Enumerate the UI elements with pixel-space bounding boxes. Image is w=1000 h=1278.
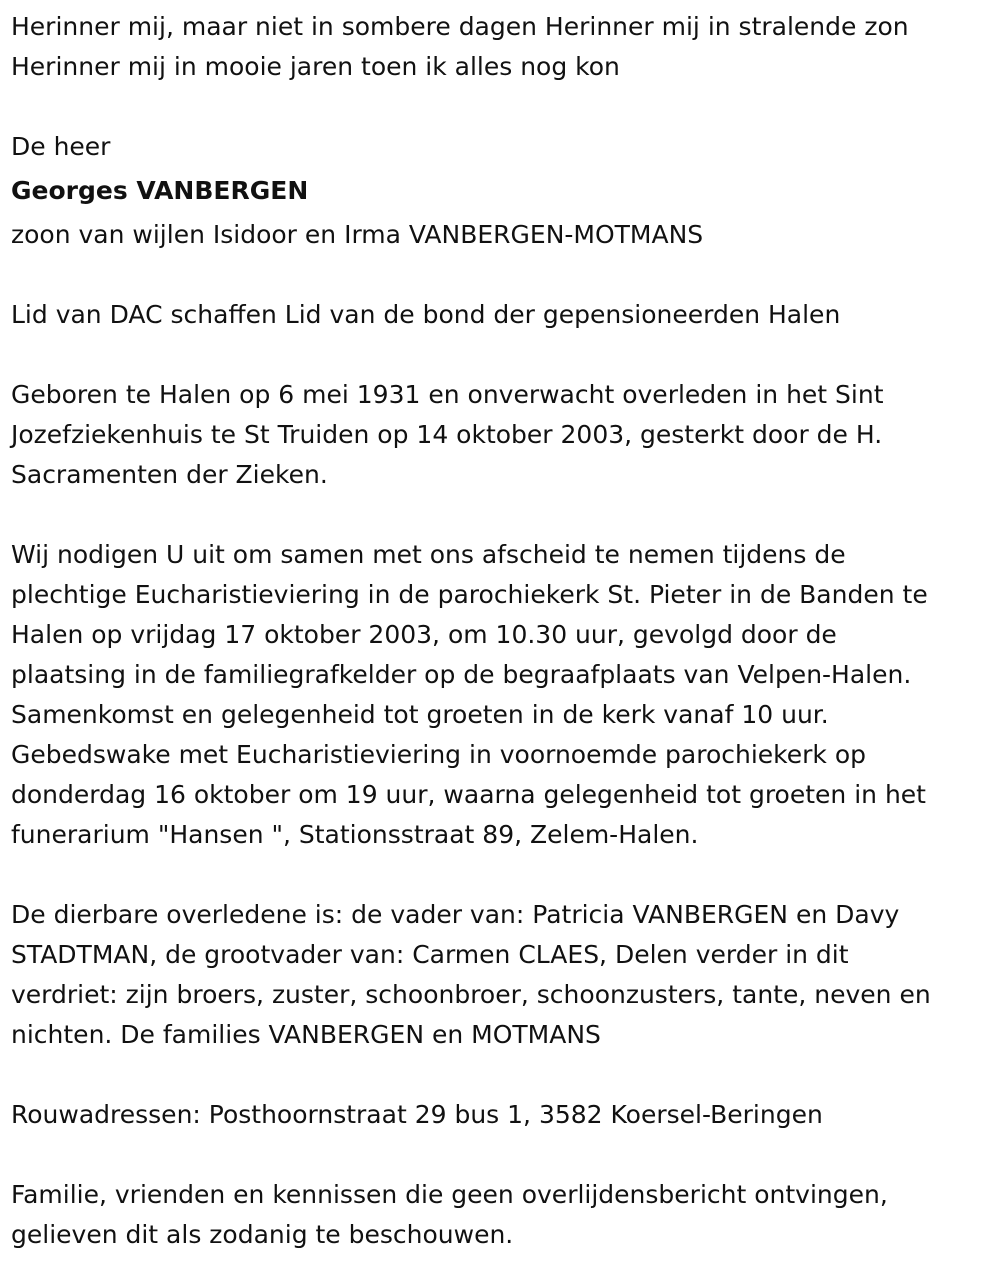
closing-line: gelieven dit als zodanig te beschouwen.: [11, 1220, 514, 1249]
family-line: nichten. De families VANBERGEN en MOTMANS: [11, 1020, 601, 1049]
invitation-line: funerarium "Hansen ", Stationsstraat 89, Zelem-Halen.: [11, 820, 699, 849]
family-line: verdriet: zijn broers, zuster, schoonbroer, schoonzusters, tante, neven en: [11, 980, 931, 1009]
family-line: STADTMAN, de grootvader van: Carmen CLAES, Delen verder in dit: [11, 940, 849, 969]
birth-death-block: [11, 375, 990, 495]
poem-line: Herinner mij in mooie jaren toen ik alles nog kon: [11, 52, 620, 81]
invitation-line: donderdag 16 oktober om 19 uur, waarna gelegenheid tot groeten in het: [11, 780, 926, 809]
memberships-line: Lid van DAC schaffen Lid van de bond der gepensioneerden Halen: [11, 300, 841, 329]
deceased-name: Georges VANBERGEN: [11, 176, 309, 205]
birth-death-line: Jozefziekenhuis te St Truiden op 14 oktober 2003, gesterkt door de H.: [11, 420, 883, 449]
poem-block: [11, 7, 990, 87]
poem-line: Herinner mij, maar niet in sombere dagen Herinner mij in stralende zon: [11, 12, 909, 41]
parents-line: zoon van wijlen Isidoor en Irma VANBERGEN-MOTMANS: [11, 220, 704, 249]
memberships-block: [11, 295, 990, 335]
honorific: De heer: [11, 132, 111, 161]
invitation-line: plaatsing in de familiegrafkelder op de begraafplaats van Velpen-Halen.: [11, 660, 912, 689]
condolence-address: Rouwadressen: Posthoornstraat 29 bus 1, 3582 Koersel-Beringen: [11, 1100, 823, 1129]
closing-block: [11, 1175, 990, 1255]
invitation-line: Samenkomst en gelegenheid tot groeten in de kerk vanaf 10 uur.: [11, 700, 829, 729]
invitation-line: Gebedswake met Eucharistieviering in voornoemde parochiekerk op: [11, 740, 866, 769]
parents-block: [11, 215, 990, 255]
address-block: [11, 1095, 990, 1135]
family-block: [11, 895, 990, 1055]
closing-line: Familie, vrienden en kennissen die geen overlijdensbericht ontvingen,: [11, 1180, 888, 1209]
invitation-line: plechtige Eucharistieviering in de parochiekerk St. Pieter in de Banden te: [11, 580, 928, 609]
invitation-line: Wij nodigen U uit om samen met ons afscheid te nemen tijdens de: [11, 540, 846, 569]
birth-death-line: Sacramenten der Zieken.: [11, 460, 328, 489]
invitation-line: Halen op vrijdag 17 oktober 2003, om 10.30 uur, gevolgd door de: [11, 620, 837, 649]
birth-death-line: Geboren te Halen op 6 mei 1931 en onverwacht overleden in het Sint: [11, 380, 884, 409]
family-line: De dierbare overledene is: de vader van: Patricia VANBERGEN en Davy: [11, 900, 900, 929]
invitation-block: [11, 535, 990, 855]
